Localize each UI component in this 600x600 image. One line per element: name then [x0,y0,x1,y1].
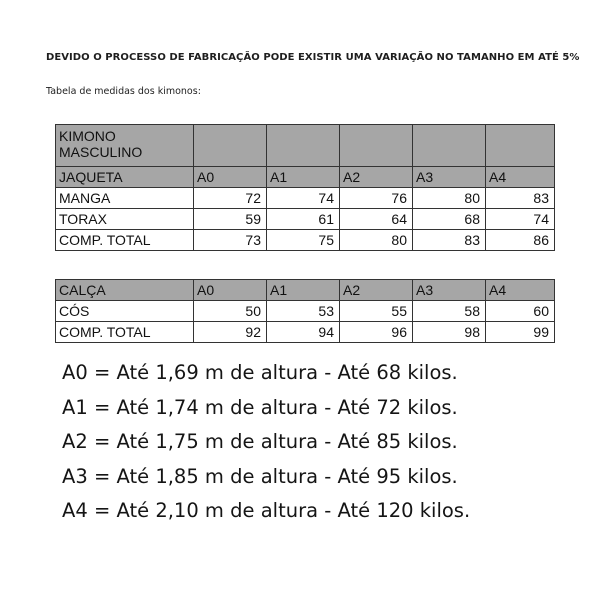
header-cell: A2 [340,280,413,301]
header-cell: A0 [194,280,267,301]
empty-header-cell [267,125,340,167]
header-cell: CALÇA [56,280,194,301]
table-title-row [56,125,555,167]
table-cell: 98 [413,322,486,343]
table-cell: 96 [340,322,413,343]
table-row [56,188,555,209]
table-cell: 74 [486,209,555,230]
size-legend [62,356,470,529]
row-label: MANGA [56,188,194,209]
row-label: COMP. TOTAL [56,322,194,343]
size-legend-item: A3 = Até 1,85 m de altura - Até 95 kilos. [62,464,458,488]
size-legend-item: A4 = Até 2,10 m de altura - Até 120 kilos. [62,499,471,522]
table-row [56,301,555,322]
table-cell: 75 [267,230,340,251]
table-cell: 74 [267,188,340,209]
table-header-row [56,280,555,301]
table-header-row [56,167,555,188]
pants-size-table [55,279,555,343]
header-cell: A4 [486,280,555,301]
size-legend-item: A2 = Até 1,75 m de altura - Até 85 kilos. [62,430,458,453]
size-legend-item: A1 = Até 1,74 m de altura - Até 72 kilos. [62,395,458,419]
table-cell: 59 [194,209,267,230]
empty-header-cell [413,125,486,167]
table-cell: 61 [267,209,340,230]
empty-header-cell [340,125,413,167]
header-cell: A4 [486,167,555,188]
table-row [56,322,555,343]
table-cell: 68 [413,209,486,230]
table-cell: 55 [340,301,413,322]
table-cell: 94 [267,322,340,343]
table-caption: Tabela de medidas dos kimonos: [46,86,201,97]
table-cell: 83 [413,230,486,251]
table-cell: 64 [340,209,413,230]
header-cell: A2 [340,167,413,188]
table-cell: 60 [486,301,555,322]
table-row [56,209,555,230]
jacket-size-table [55,124,555,251]
table-row [56,230,555,251]
header-cell: JAQUETA [56,167,194,188]
empty-header-cell [194,125,267,167]
table-cell: 99 [486,322,555,343]
header-cell: A0 [194,167,267,188]
header-cell: A1 [267,280,340,301]
size-legend-item: A0 = Até 1,69 m de altura - Até 68 kilos. [62,361,458,384]
header-cell: A3 [413,167,486,188]
table-cell: 73 [194,230,267,251]
table-cell: 72 [194,188,267,209]
table-cell: 58 [413,301,486,322]
manufacturing-variation-notice: DEVIDO O PROCESSO DE FABRICAÇÃO PODE EXISTIR UMA VARIAÇÃO NO TAMANHO EM ATÉ 5% [46,52,580,63]
row-label: CÓS [56,301,194,322]
table-title: KIMONO MASCULINO [56,125,194,167]
header-cell: A1 [267,167,340,188]
row-label: TORAX [56,209,194,230]
table-cell: 53 [267,301,340,322]
table-cell: 76 [340,188,413,209]
table-cell: 86 [486,230,555,251]
table-cell: 80 [340,230,413,251]
row-label: COMP. TOTAL [56,230,194,251]
table-cell: 50 [194,301,267,322]
header-cell: A3 [413,280,486,301]
empty-header-cell [486,125,555,167]
table-cell: 83 [486,188,555,209]
table-cell: 92 [194,322,267,343]
table-cell: 80 [413,188,486,209]
